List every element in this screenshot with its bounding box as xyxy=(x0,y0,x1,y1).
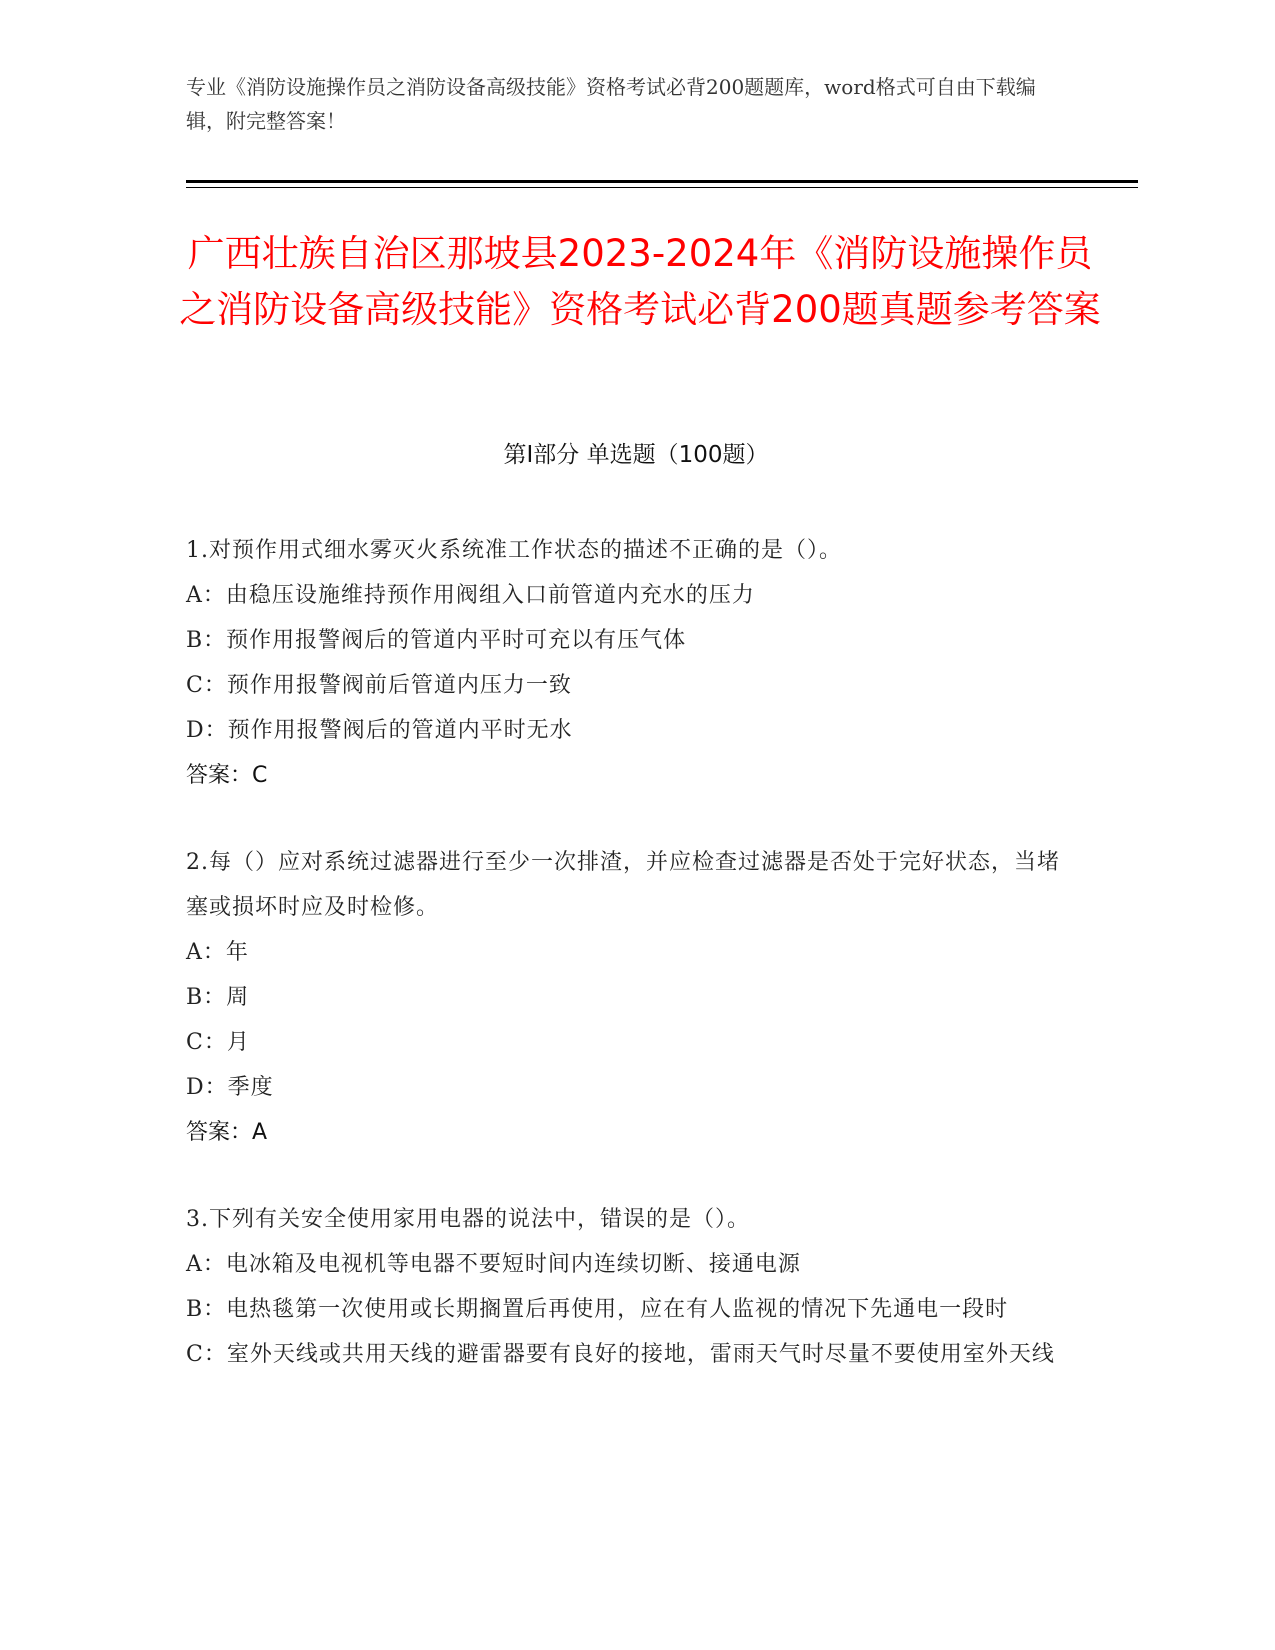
question-2 xyxy=(186,840,1066,1155)
header-rule-thin xyxy=(186,187,1138,188)
option-d: D：预作用报警阀后的管道内平时无水 xyxy=(186,718,573,743)
option-c: C：预作用报警阀前后管道内压力一致 xyxy=(186,673,572,698)
question-stem: 3.下列有关安全使用家用电器的说法中，错误的是（）。 xyxy=(186,1207,750,1232)
option-b: B：预作用报警阀后的管道内平时可充以有压气体 xyxy=(186,628,687,653)
section-title: 第Ⅰ部分 单选题（100题） xyxy=(503,442,769,468)
answer: 答案：C xyxy=(186,763,268,788)
header-rule-thick xyxy=(186,180,1138,183)
question-stem: 2.每（）应对系统过滤器进行至少一次排渣，并应检查过滤器是否处于完好状态，当堵塞或损坏时应及时检修。 xyxy=(186,850,1060,920)
question-1 xyxy=(186,528,1066,798)
question-stem: 1.对预作用式细水雾灭火系统准工作状态的描述不正确的是（）。 xyxy=(186,538,842,563)
question-3 xyxy=(186,1197,1066,1377)
option-c: C：月 xyxy=(186,1030,250,1055)
question-list xyxy=(186,528,1066,1419)
option-a: A：年 xyxy=(186,940,249,965)
option-b: B：周 xyxy=(186,985,250,1010)
option-b: B：电热毯第一次使用或长期搁置后再使用，应在有人监视的情况下先通电一段时 xyxy=(186,1297,1009,1322)
header-note: 专业《消防设施操作员之消防设备高级技能》资格考试必背200题题库，word格式可自由下载编辑，附完整答案！ xyxy=(186,75,1036,133)
option-a: A：由稳压设施维持预作用阀组入口前管道内充水的压力 xyxy=(186,583,755,608)
option-d: D：季度 xyxy=(186,1075,274,1100)
document-title: 广西壮族自治区那坡县2023-2024年《消防设施操作员之消防设备高级技能》资格考试必背200题真题参考答案 xyxy=(179,232,1101,331)
option-a: A：电冰箱及电视机等电器不要短时间内连续切断、接通电源 xyxy=(186,1252,801,1277)
option-c: C：室外天线或共用天线的避雷器要有良好的接地，雷雨天气时尽量不要使用室外天线 xyxy=(186,1342,1055,1367)
answer: 答案：A xyxy=(186,1120,268,1145)
